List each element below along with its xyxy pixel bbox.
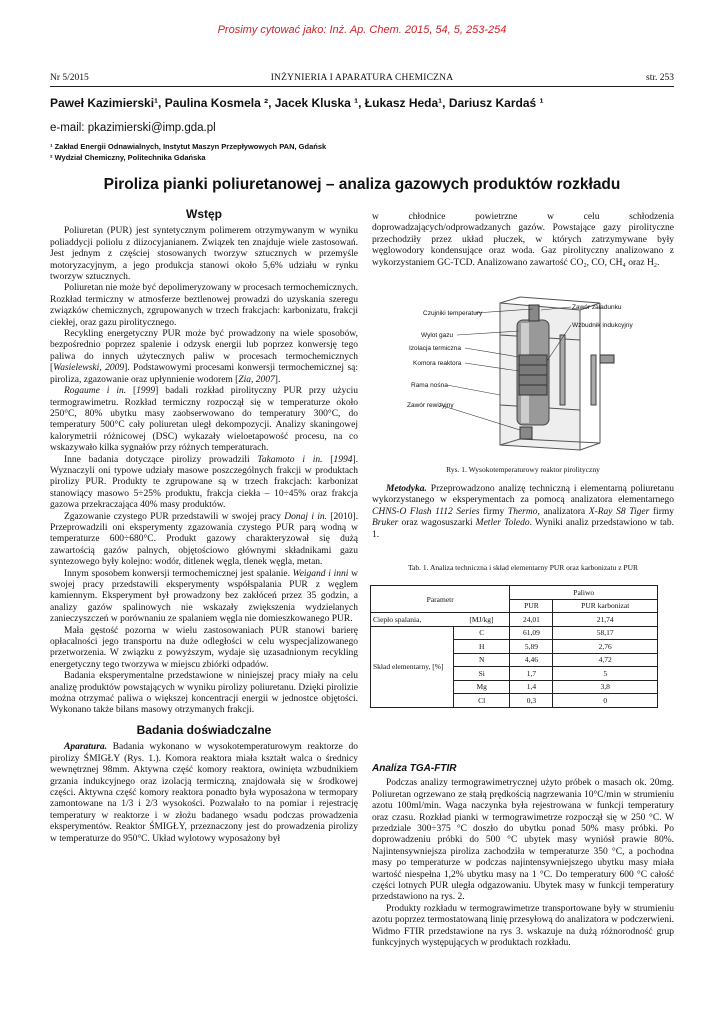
paragraph: Mała gęstość pozorna w wielu zastosowaniach PUR stanowi barierę opłacalności jego transportu na duże odległości w celu wyspecjalizowanego przetworzenia. W związku z powyższym, wydaje się uzasadnionym recykling energetyczny tego tworzywa w miejscu zbiórki odpadów. — [50, 625, 358, 670]
text: ] badali rozkład pirolityczny PUR przy użyciu termograwimetru. Rozkład termiczny rozpoczął się w temperaturze około 250°C, 80% ubytku masy zaobserwowano do temperatury 300°C, do temperatury 500°C cały poliuretan uległ dekompozycji. Analizy skaningowej kalorymetrii różnicowej (DSC) wykazały wieloetapowość procesu, na co wskazywało kilka sygnałów przy różnych temperaturach. — [50, 386, 358, 454]
paragraph — [50, 569, 358, 626]
left-column — [50, 206, 358, 845]
citation-author: Rogaume i in. — [64, 386, 127, 397]
table-header-char: PUR karbonizat — [553, 599, 658, 613]
table-cell: 4,72 — [553, 653, 658, 667]
paragraph: Poliuretan (PUR) jest syntetycznym polimerem otrzymywanym w wyniku poliaddycji poliolu z diizocyjanianem. Związek ten znajduje wiele zastosowań. Jest jednym z częściej stosowanych tworzyw sztucznych w przemyśle motoryzacyjnym, a jego produkcja stanowi około 5,6% udziału w rynku tworzyw sztucznych. — [50, 226, 358, 283]
page-number: str. 253 — [646, 73, 674, 83]
paper-title: Piroliza pianki poliuretanowej – analiza gazowych produktów rozkładu — [103, 176, 621, 193]
right-column-top — [372, 212, 674, 269]
figure-label-chamber: Komora reaktora — [413, 360, 462, 367]
table-cell-element: Si — [454, 667, 510, 681]
paragraph — [50, 742, 358, 845]
text: firmy — [649, 506, 674, 517]
run-in-heading: Metodyka. — [386, 484, 427, 494]
table-cell: 58,17 — [553, 626, 658, 640]
citation-ref: Zia, 2007 — [238, 374, 275, 385]
reactor-frame — [500, 297, 600, 450]
citation-ref: 1994 — [333, 454, 353, 465]
right-column-middle — [372, 484, 674, 541]
figure-label-insulation: Izolacja termiczna — [409, 345, 462, 352]
figure-label-gas-outlet: Wylot gazu — [421, 332, 454, 339]
text: , analizatora — [537, 506, 589, 517]
paragraph: Poliuretan nie może być depolimeryzowany w procesach termochemicznych. Rozkład termiczny w atmosferze beztlenowej prowadzi do uzyskania szeregu związków chemicznych, zgrupowanych w trzech frakcjach: karbonizatu, frakcji ciekłej, oraz gazu pirolitycznego. — [50, 283, 358, 328]
instrument-name: Metler Toledo — [475, 518, 530, 529]
reactor-figure — [395, 295, 633, 455]
table-header-pur: PUR — [510, 599, 553, 613]
paragraph — [372, 484, 674, 541]
composition-table — [370, 585, 658, 708]
text: w swojej pracy przedstawili eksperymenty współspalania PUR z węglem kamiennym. Eksperyment był prowadzony bez zakłóceń przez 35 godzin, a analizy gazów spalinowych nie wskazały zwiększenia wydzielanych zanieczyszczeń w porównaniu ze spalaniem węgla nie domieszkowanego PUR. — [50, 568, 358, 625]
table-cell-element: H — [454, 640, 510, 654]
run-in-heading: Aparatura. — [64, 742, 108, 753]
table-cell: 3,8 — [553, 680, 658, 694]
journal-name: INŻYNIERIA I APARATURA CHEMICZNA — [270, 73, 454, 83]
citation-author: Takamoto i in. — [257, 454, 323, 465]
paragraph — [50, 386, 358, 454]
instrument-name: X-Ray S8 Tiger — [588, 506, 650, 517]
figure-label-valve: Zawór rewizyjny — [407, 402, 454, 409]
paragraph — [50, 455, 358, 512]
table-row — [371, 586, 658, 600]
table-caption: Tab. 1. Analiza techniczna i skład elementarny PUR oraz karbonizatu z PUR — [407, 563, 639, 572]
table-cell: 5 — [553, 667, 658, 681]
table-cell-heat-label: Ciepło spalania, — [371, 613, 454, 627]
paragraph: Podczas analizy termograwimetrycznej użyto próbek o masach ok. 20mg. Poliuretan ogrzewano ze stałą prędkością nagrzewania 10°C/min w strumieniu azotu 100ml/min. Waga naczynka była rejestrowana w funkcji temperatury oraz czasu. Rozkład pianki w termograwimetrze rozpoczął się w 250 °C. W przedziale 300÷375 °C doszło do ubytku ponad 50% masy próbki. Po doprowadzeniu próbki do 500 °C ubytek masy wyniósł prawie 80%. Najintensywniejsza piroliza zachodziła w temperaturze 350 °C, a pochodna masy po temperaturze w podczas najintensywniejszego ubytku masy miała wartość niespełna 1,2% ubytku masy na 1 °C. Do temperatury 600 °C całość części lotnych PUR uległa odgazowaniu. Ubytek masy w funkcji temperatury przedstawiono na rys. 2. — [372, 778, 674, 903]
text: oraz wagosuszarki — [398, 518, 476, 529]
author-list: Paweł Kazimierski¹, Paulina Kosmela ², Jacek Kluska ¹, Łukasz Heda¹, Dariusz Kardaś ¹ — [50, 96, 544, 110]
table-cell: 1,7 — [510, 667, 553, 681]
table-cell: 4,46 — [510, 653, 553, 667]
text: Recykling energetyczny PUR może być prowadzony na wiele sposobów, bezpośrednio poprzez spalenie i odzysk energii lub poprzez konwersję tego paliwa do innych użytecznych paliw w procesach termochemicznych [ — [50, 329, 358, 374]
table-cell: 0 — [553, 694, 658, 708]
text: ]. Podstawowymi procesami konwersji termochemicznej są: piroliza, zgazowanie oraz upłynnienie wodorem [ — [50, 363, 359, 385]
table-cell: 61,09 — [510, 626, 553, 640]
text: ]. Wyznaczyli oni typowe udziały masowe poszczególnych frakcji w produktach pirolizy PUR. Produkty te zgrupowane są w trzech frakcjach: karbonizat stanowiący masowo 5÷25% produktu, frakcja ciekła – 10÷45% oraz frakcja gazowa przekraczająca 40% masy produktów. — [50, 454, 358, 511]
affiliation-2: ² Wydział Chemiczny, Politechnika Gdańska — [50, 153, 206, 162]
header-rule — [50, 86, 674, 87]
text: . Wyniki analiz przedstawiono w tab. 1. — [372, 518, 674, 540]
text: Zgazowanie czystego PUR przedstawili w swojej pracy — [64, 511, 285, 522]
table-cell-composition-label: Skład elementarny, [%] — [371, 626, 454, 707]
citation-author: Weigand i inni — [292, 568, 349, 579]
company-name: Thermo — [507, 506, 538, 517]
table-row — [371, 613, 658, 627]
table-cell: 0,3 — [510, 694, 553, 708]
table-cell: 2,76 — [553, 640, 658, 654]
table-header-fuel: Paliwo — [510, 586, 658, 600]
table-cell: 21,74 — [553, 613, 658, 627]
affiliation-1: ¹ Zakład Energii Odnawialnych, Instytut Maszyn Przepływowych PAN, Gdańsk — [50, 142, 327, 151]
text: [2010]. Przeprowadzili oni eksperymenty zgazowania czystego PUR parą wodną w temperaturze 600÷680°C. Produkt gazowy charakteryzował się dużą zawartością gazów palnych, objętościowo głównymi składnikami gazu syntezowego były kolejno: wodór, ditlenek węgla, tlenek węgla, metan. — [50, 511, 358, 568]
section-heading-intro: Wstęp — [186, 207, 222, 221]
paragraph: Produkty rozkładu w termograwimetrze transportowane były w strumieniu azotu poprzez termostatowaną linię przesyłową do analizatora w podczerwieni. Widmo FTIR przedstawione na rys 3. wskazuje na dużą różnorodność grup funkcyjnych występujących w produktach rozkładu. — [372, 903, 674, 949]
figure-label-loading-valve: Zawór załadunku — [572, 304, 622, 311]
right-column-bottom — [372, 760, 674, 950]
table-cell-element: Mg — [454, 680, 510, 694]
issue-number: Nr 5/2015 — [50, 73, 89, 83]
citation-author: Donaj i in. — [284, 511, 328, 522]
figure-caption: Rys. 1. Wysokotemperaturowy reaktor pirolityczny — [446, 465, 600, 474]
instrument-name: CHNS-O Flash 1112 Series — [372, 506, 480, 517]
text: ]. — [274, 374, 281, 385]
figure-label-frame: Rama nośna — [411, 382, 448, 389]
text: [ — [322, 454, 334, 465]
table-cell: 24,01 — [510, 613, 553, 627]
citation-ref: Wasielewski, 2009 — [53, 363, 125, 374]
company-name: Bruker — [372, 518, 399, 529]
table-cell: 1,4 — [510, 680, 553, 694]
table-cell-element: N — [454, 653, 510, 667]
text: Innym sposobem konwersji termochemicznej jest spalanie. — [64, 568, 293, 579]
table-cell-heat-unit: [MJ/kg] — [454, 613, 510, 627]
citation-note: Prosimy cytować jako: Inż. Ap. Chem. 2015, 54, 5, 253-254 — [217, 24, 507, 36]
contact-email: e-mail: pkazimierski@imp.gda.pl — [50, 122, 216, 134]
figure-label-inductor: Wzbudnik indukcyjny — [572, 322, 633, 329]
table-header-param: Parametr — [371, 586, 510, 613]
citation-ref: 1999 — [136, 386, 156, 397]
section-heading-ftir: Analiza TGA-FTIR — [372, 763, 457, 774]
paragraph — [50, 512, 358, 569]
paragraph — [50, 329, 358, 386]
table-cell-element: C — [454, 626, 510, 640]
section-heading-research: Badania doświadczalne — [136, 722, 272, 737]
paragraph: w chłodnice powietrzne w celu schłodzenia doprowadzających/odprowadzanych gazów. Powstające gazy pirolityczne przechodziły przez układ płuczek, w których zatrzymywane były węglowodory kondensujące oraz woda. Gaz pirolityczny analizowano z wykorzystaniem GC-TCD. Analizowano zawartość CO₂, CO, CH₄ oraz H₂. — [372, 212, 674, 268]
text: Przeprowadzono analizę techniczną i elementarną poliuretanu wykorzystanego w eksperymentach za pomocą analizatora elementarnego — [372, 484, 674, 506]
figure-label-thermocouples: Czujniki temperatury — [423, 310, 483, 317]
table-row — [371, 626, 658, 640]
text: firmy — [479, 506, 508, 517]
text: [ — [126, 386, 137, 397]
table-cell: 5,89 — [510, 640, 553, 654]
table-cell-element: Cl — [454, 694, 510, 708]
paragraph: Badania eksperymentalne przedstawione w niniejszej pracy miały na celu analizę produktów powstających w wyniku pirolizy poliuretanu. Dzięki pirolizie można otrzymać paliwa o większej koncentracji energii w jednostce objętości. Wykonano także bilans masowy otrzymanych frakcji. — [50, 671, 358, 716]
text: Inne badania dotyczące pirolizy prowadzili — [64, 454, 258, 465]
text: Badania wykonano w wysokotemperaturowym reaktorze do pirolizy ŚMIGŁY (Rys. 1.). Komora reaktora miała kształt walca o średnicy wewnętrznej 98mm. Aktywna część komory reaktora, owinięta wzbudnikiem grzania indukcyjnego oraz izolacją termiczną, znajdowała się w środkowej części. Aktywna część komory reaktora ponadto była wyposażona w termopary zamontowane na 1/3 i 2/3 wysokości. Pozwalało to na pomiar i rejestrację temperatury w reaktorze i w złożu badanego wsadu podczas prowadzenia eksperymentów. Reaktor ŚMIGŁY, przeznaczony jest do prowadzenia pirolizy w temperaturze do 950°C. Układ wylotowy wyposażony był — [50, 742, 358, 844]
